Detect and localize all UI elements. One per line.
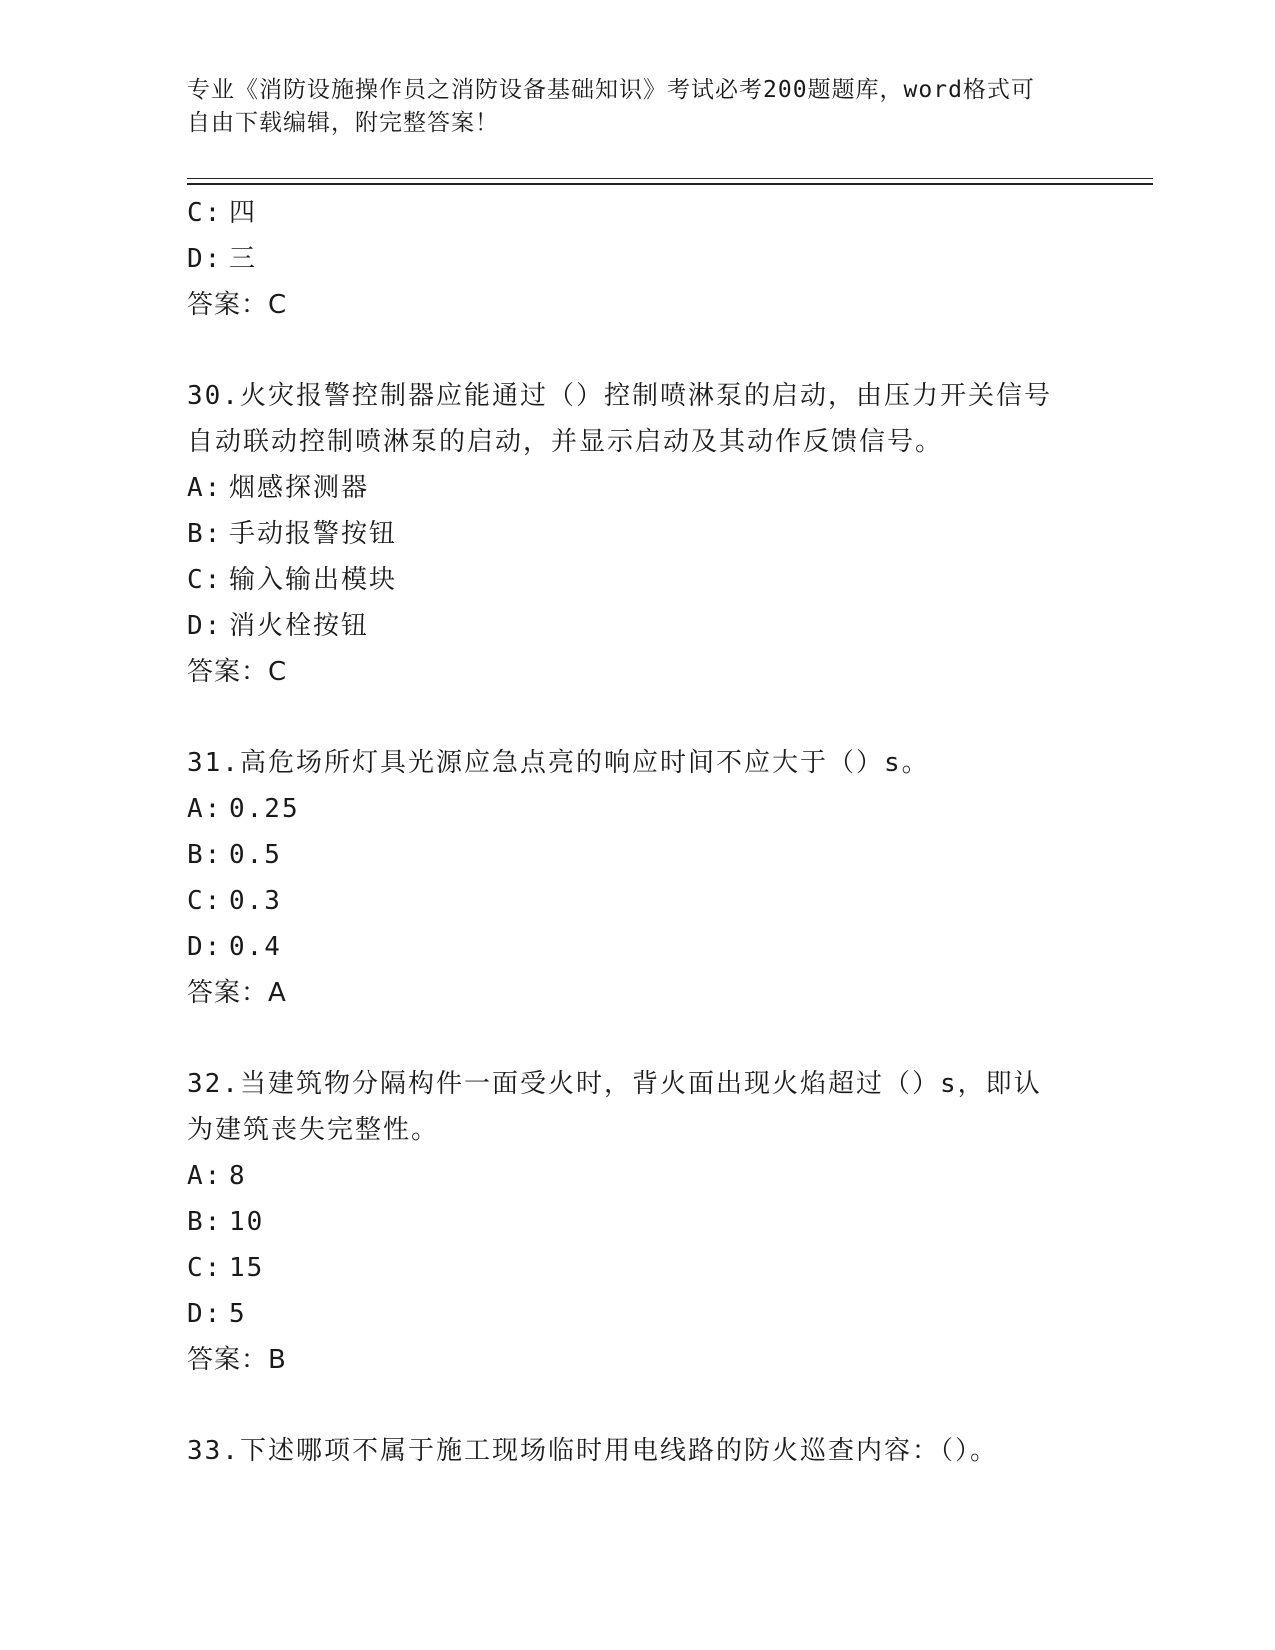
option-text: 5 [229, 1299, 247, 1329]
document-header [187, 74, 1067, 140]
header-divider-thick [187, 183, 1153, 185]
option-b [187, 1199, 1087, 1245]
option-text: 0.5 [229, 840, 282, 870]
answer-line: 答案：C [187, 290, 288, 320]
question-32 [187, 1061, 1087, 1383]
option-a [187, 465, 1087, 511]
option-label: C: [187, 886, 223, 916]
spacer [187, 1016, 1087, 1061]
header-divider-thin [187, 178, 1153, 179]
option-label: D: [187, 1299, 223, 1329]
option-text: 输入输出模块 [229, 565, 398, 595]
option-d [187, 236, 1087, 282]
option-label: D: [187, 244, 223, 274]
option-label: A: [187, 473, 223, 503]
option-b [187, 511, 1087, 557]
answer-line: 答案：A [187, 978, 287, 1008]
option-d [187, 924, 1087, 970]
option-text: 15 [229, 1253, 265, 1283]
option-label: C: [187, 565, 223, 595]
option-a [187, 1153, 1087, 1199]
option-c [187, 1245, 1087, 1291]
option-label: A: [187, 794, 223, 824]
option-a [187, 786, 1087, 832]
question-29-tail [187, 190, 1087, 328]
question-stem-line: 为建筑丧失完整性。 [187, 1115, 440, 1145]
option-label: D: [187, 611, 223, 641]
answer-line: 答案：C [187, 657, 288, 687]
question-stem-line: 30.火灾报警控制器应能通过（）控制喷淋泵的启动，由压力开关信号 [187, 381, 1052, 411]
question-33 [187, 1428, 1087, 1474]
option-d [187, 603, 1087, 649]
answer-line: 答案：B [187, 1345, 287, 1375]
option-label: A: [187, 1161, 223, 1191]
option-c [187, 878, 1087, 924]
option-d [187, 1291, 1087, 1337]
header-line-2: 自由下载编辑，附完整答案！ [187, 110, 499, 136]
option-text: 消火栓按钮 [229, 611, 370, 641]
question-list [187, 190, 1087, 1474]
question-stem-line: 32.当建筑物分隔构件一面受火时，背火面出现火焰超过（）s，即认 [187, 1069, 1042, 1099]
spacer [187, 1383, 1087, 1428]
option-label: B: [187, 840, 223, 870]
option-c [187, 557, 1087, 603]
option-text: 四 [229, 198, 258, 228]
question-stem-line: 33.下述哪项不属于施工现场临时用电线路的防火巡查内容：（）。 [187, 1436, 998, 1466]
option-label: D: [187, 932, 223, 962]
question-30 [187, 373, 1087, 695]
question-stem-line: 自动联动控制喷淋泵的启动，并显示启动及其动作反馈信号。 [187, 427, 944, 457]
option-text: 0.3 [229, 886, 282, 916]
option-text: 三 [229, 244, 258, 274]
header-line-1: 专业《消防设施操作员之消防设备基础知识》考试必考200题题库，word格式可 [187, 77, 1035, 103]
option-c [187, 190, 1087, 236]
option-text: 烟感探测器 [229, 473, 370, 503]
option-label: C: [187, 198, 223, 228]
option-text: 0.4 [229, 932, 282, 962]
spacer [187, 328, 1087, 373]
option-label: C: [187, 1253, 223, 1283]
option-b [187, 832, 1087, 878]
option-text: 10 [229, 1207, 265, 1237]
option-text: 0.25 [229, 794, 300, 824]
spacer [187, 695, 1087, 740]
option-label: B: [187, 1207, 223, 1237]
question-stem-line: 31.高危场所灯具光源应急点亮的响应时间不应大于（）s。 [187, 748, 930, 778]
option-text: 手动报警按钮 [229, 519, 398, 549]
option-label: B: [187, 519, 223, 549]
question-31 [187, 740, 1087, 1016]
option-text: 8 [229, 1161, 247, 1191]
